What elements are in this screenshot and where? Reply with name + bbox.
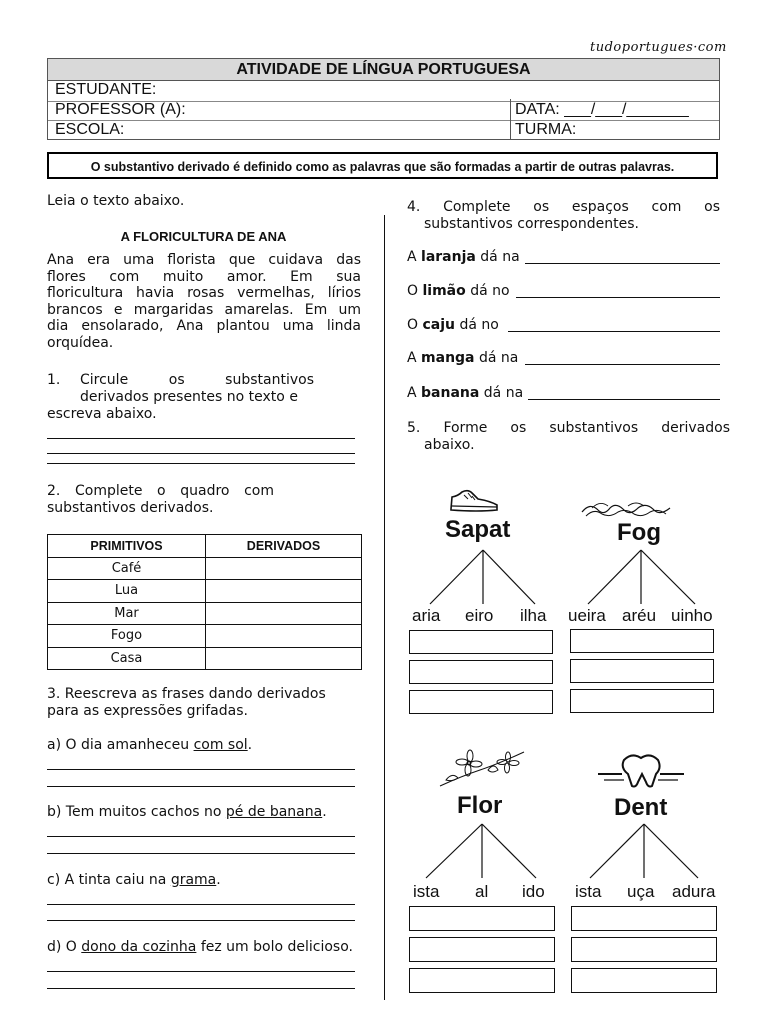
tree-branches <box>408 822 558 884</box>
suffix-label: al <box>475 882 489 901</box>
story-title: A FLORICULTURA DE ANA <box>120 229 287 244</box>
story-line: floricultura havia rosas vermelhas, lírios <box>47 285 361 301</box>
fruit-phrase: dá na <box>475 249 520 265</box>
tooth-icon <box>596 752 686 790</box>
intro-text: Leia o texto abaixo. <box>47 193 185 209</box>
question-1-line: Circule os substantivos <box>80 372 314 388</box>
root-word: Flor <box>457 792 503 819</box>
table-row <box>48 602 362 625</box>
item-c-text: c) A tinta caiu na <box>47 872 171 888</box>
answer-box[interactable] <box>409 937 555 962</box>
suffix-label: ilha <box>520 606 547 625</box>
column-divider <box>384 215 385 1000</box>
question-2-line: substantivos derivados. <box>47 499 214 516</box>
question-2 <box>47 483 274 516</box>
question-3 <box>47 686 326 719</box>
answer-line[interactable] <box>47 971 355 972</box>
table-row <box>48 625 362 648</box>
tree-branches <box>570 822 720 884</box>
fruit-article: O <box>407 283 423 299</box>
answer-box[interactable] <box>571 937 717 962</box>
item-d-underlined: dono da cozinha <box>81 939 197 955</box>
answer-box[interactable] <box>409 906 555 931</box>
table-row <box>48 580 362 603</box>
fruit-answer-line[interactable] <box>508 331 720 332</box>
suffix-label: aria <box>412 606 441 625</box>
derived-cell[interactable] <box>206 625 362 648</box>
root-word: Sapat <box>445 516 511 543</box>
item-a-end: . <box>247 737 253 753</box>
answer-box[interactable] <box>570 689 714 713</box>
question-4-line: 4. Complete os espaços com os <box>407 199 720 215</box>
root-word: Fog <box>617 519 661 546</box>
site-watermark: tudoportugues·com <box>590 40 727 55</box>
class-label: TURMA: <box>515 121 577 138</box>
fruit-word: laranja <box>421 249 476 265</box>
suffix-label: aréu <box>622 606 657 625</box>
fruit-item <box>407 350 518 367</box>
tree-branches <box>408 548 558 610</box>
answer-line[interactable] <box>47 836 355 837</box>
question-1-line: escreva abaixo. <box>47 406 157 422</box>
table-header-derivados: DERIVADOS <box>206 535 362 558</box>
answer-box[interactable] <box>571 906 717 931</box>
fruit-item <box>407 249 520 266</box>
answer-line[interactable] <box>47 453 355 454</box>
school-row <box>48 121 719 139</box>
suffix-label: ista <box>413 882 440 901</box>
derived-cell[interactable] <box>206 647 362 670</box>
fruit-word: manga <box>421 350 475 366</box>
primitives-table <box>47 534 362 670</box>
suffix-label: ista <box>575 882 602 901</box>
fruit-word: banana <box>421 385 480 401</box>
item-b-text: b) Tem muitos cachos no <box>47 804 226 820</box>
answer-box[interactable] <box>409 968 555 993</box>
question-5-line: abaixo. <box>424 436 475 453</box>
question-2-line: 2. Complete o quadro com <box>47 483 274 499</box>
primitive-cell: Lua <box>48 580 206 603</box>
item-c <box>47 872 221 889</box>
fruit-answer-line[interactable] <box>525 364 720 365</box>
question-3-line: 3. Reescreva as frases dando derivados <box>47 686 326 702</box>
answer-box[interactable] <box>570 659 714 683</box>
derived-cell[interactable] <box>206 602 362 625</box>
story-line: dia ensolarado, Ana plantou uma linda <box>47 318 361 334</box>
answer-line[interactable] <box>47 853 355 854</box>
story-line: brancos e margaridas amarelas. Em um <box>47 301 361 318</box>
item-b-end: . <box>322 804 327 820</box>
answer-line[interactable] <box>47 904 355 905</box>
question-4 <box>407 199 720 232</box>
student-label: ESTUDANTE: <box>55 81 157 98</box>
question-5-line: 5. Forme os substantivos derivados <box>407 420 730 436</box>
suffix-label: uça <box>627 882 655 901</box>
question-5 <box>407 420 730 453</box>
answer-line[interactable] <box>47 988 355 989</box>
table-row <box>48 647 362 670</box>
fruit-article: O <box>407 317 423 333</box>
story-text <box>47 252 361 351</box>
question-1-number: 1. <box>47 372 61 388</box>
answer-line[interactable] <box>47 463 355 464</box>
answer-box[interactable] <box>571 968 717 993</box>
fruit-answer-line[interactable] <box>528 399 720 400</box>
fruit-article: A <box>407 350 422 366</box>
flower-icon <box>432 748 530 790</box>
item-d-text: d) O <box>47 939 82 955</box>
table-header-primitivos: PRIMITIVOS <box>48 535 206 558</box>
fruit-word: limão <box>422 283 466 299</box>
fruit-article: A <box>407 249 422 265</box>
item-b-underlined: pé de banana <box>225 804 323 820</box>
student-row <box>48 81 719 102</box>
primitive-cell: Fogo <box>48 625 206 648</box>
fruit-item <box>407 317 499 334</box>
question-4-line: substantivos correspondentes. <box>424 215 639 232</box>
shoe-icon <box>448 488 500 514</box>
teacher-label: PROFESSOR (A): <box>55 101 186 118</box>
fruit-phrase: dá no <box>465 283 510 299</box>
derived-cell[interactable] <box>206 580 362 603</box>
fruit-item <box>407 385 523 402</box>
primitive-cell: Casa <box>48 647 206 670</box>
item-a-text: a) O dia amanheceu <box>47 737 194 753</box>
answer-line[interactable] <box>47 769 355 770</box>
fruit-article: A <box>407 385 422 401</box>
answer-box[interactable] <box>409 630 553 654</box>
answer-line[interactable] <box>47 438 355 439</box>
question-1 <box>47 372 314 389</box>
teacher-row <box>48 101 719 121</box>
tree-branches <box>570 548 720 610</box>
item-a-underlined: com sol <box>193 737 248 753</box>
suffix-label: ido <box>522 882 545 901</box>
fruit-answer-line[interactable] <box>525 263 720 264</box>
question-3-line: para as expressões grifadas. <box>47 702 248 719</box>
suffix-label: ueira <box>568 606 606 625</box>
table-row <box>48 557 362 580</box>
suffix-label: adura <box>672 882 716 901</box>
story-line: Ana era uma florista que cuidava das <box>47 252 361 268</box>
header-divider <box>510 99 511 139</box>
header-box <box>47 58 720 140</box>
fruit-phrase: dá no <box>455 317 499 333</box>
fruit-answer-line[interactable] <box>516 297 720 298</box>
primitive-cell: Café <box>48 557 206 580</box>
item-b <box>47 804 327 821</box>
fruit-word: caju <box>422 317 455 333</box>
story-line: orquídea. <box>47 334 114 351</box>
answer-box[interactable] <box>570 629 714 653</box>
root-word: Dent <box>614 794 668 821</box>
school-label: ESCOLA: <box>55 121 125 138</box>
fruit-item <box>407 283 510 300</box>
answer-line[interactable] <box>47 786 355 787</box>
suffix-label: eiro <box>465 606 494 625</box>
date-label: DATA: ___/___/_______ <box>515 101 689 118</box>
fruit-phrase: dá na <box>479 385 524 401</box>
activity-title: ATIVIDADE DE LÍNGUA PORTUGUESA <box>48 59 719 81</box>
primitive-cell: Mar <box>48 602 206 625</box>
answer-line[interactable] <box>47 920 355 921</box>
suffix-label: uinho <box>671 606 713 625</box>
derived-cell[interactable] <box>206 557 362 580</box>
item-d-end: fez um bolo delicioso. <box>196 939 353 955</box>
fruit-phrase: dá na <box>474 350 519 366</box>
definition-box: O substantivo derivado é definido como as palavras que são formadas a partir de outras palavras. <box>47 152 718 179</box>
item-c-underlined: grama <box>170 872 217 888</box>
item-d <box>47 939 353 956</box>
answer-box[interactable] <box>409 690 553 714</box>
item-a <box>47 737 252 754</box>
answer-box[interactable] <box>409 660 553 684</box>
item-c-end: . <box>216 872 221 888</box>
story-line: flores com muito amor. Em sua <box>47 268 361 285</box>
question-1-line: derivados presentes no texto e <box>80 389 298 405</box>
